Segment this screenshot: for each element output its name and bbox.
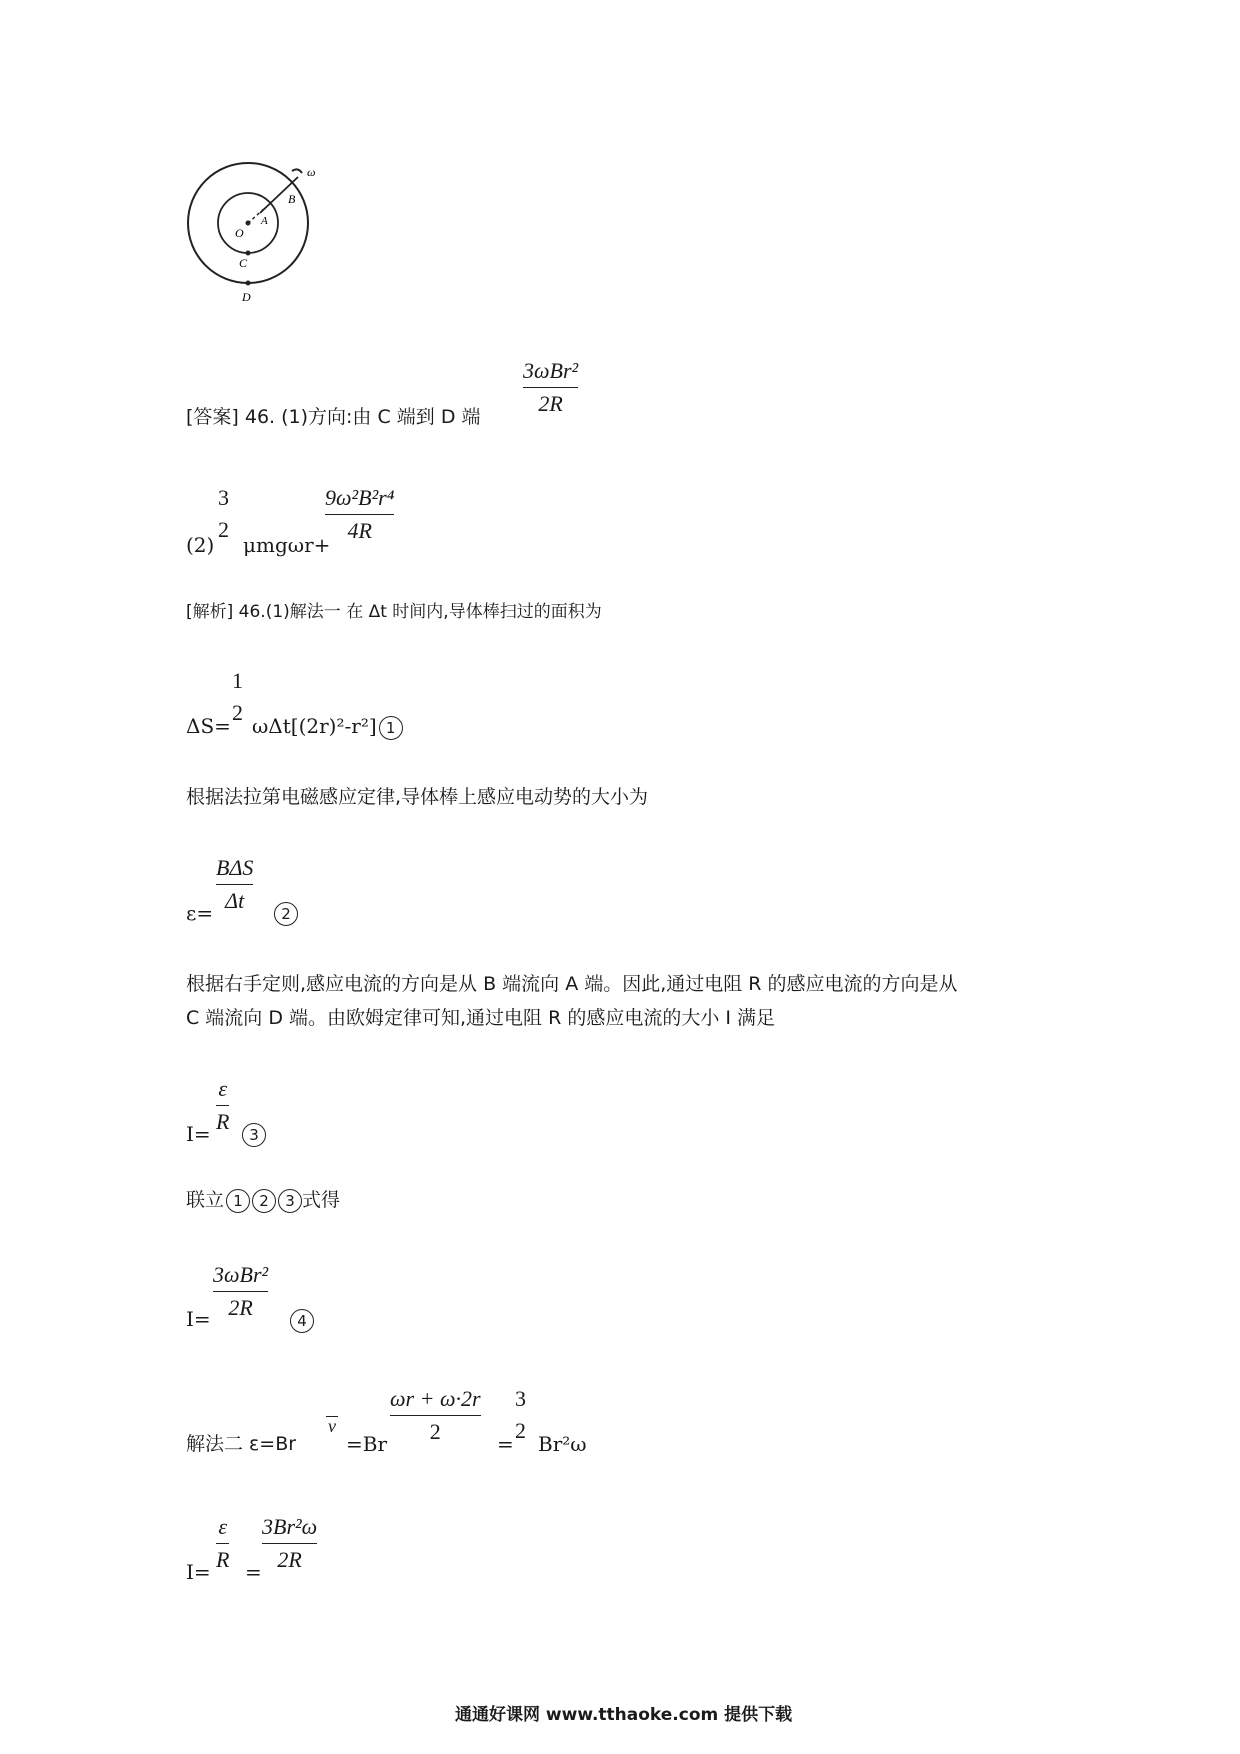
frac-bar bbox=[216, 1543, 229, 1544]
answer-line-1: [答案] 46. (1)方向:由 C 端到 D 端 bbox=[186, 406, 481, 428]
analysis-p2-line2: C 端流向 D 端。由欧姆定律可知,通过电阻 R 的感应电流的大小 I 满足 bbox=[186, 1007, 776, 1029]
ring-figure bbox=[180, 155, 350, 305]
circled-4: 4 bbox=[290, 1309, 314, 1333]
eq4-frac bbox=[213, 1262, 268, 1321]
frac-den: 2 bbox=[218, 517, 229, 542]
frac-num: 9ω²B²r⁴ bbox=[325, 485, 395, 510]
eq3-prefix: I= bbox=[186, 1122, 211, 1146]
frac-bar bbox=[213, 1291, 268, 1292]
p3-suffix: 式得 bbox=[302, 1189, 341, 1211]
frac-bar bbox=[325, 514, 394, 515]
p3-prefix: 联立 bbox=[186, 1189, 225, 1211]
frac-num: ε bbox=[218, 1514, 228, 1539]
circled-3: 3 bbox=[278, 1189, 302, 1213]
frac-den: R bbox=[216, 1109, 230, 1134]
frac-den: 2R bbox=[277, 1547, 302, 1572]
frac-den: Δt bbox=[225, 888, 245, 913]
eq4-mark bbox=[288, 1307, 314, 1333]
eq5-eq: = bbox=[245, 1560, 262, 1584]
frac-num: ωr + ω·2r bbox=[390, 1386, 481, 1411]
method2-rest: Br²ω bbox=[538, 1432, 587, 1456]
eq1-prefix: ΔS= bbox=[186, 714, 231, 738]
analysis-p1: 根据法拉第电磁感应定律,导体棒上感应电动势的大小为 bbox=[186, 786, 649, 808]
eq1-rest bbox=[252, 714, 403, 740]
frac-num: 3 bbox=[218, 485, 229, 510]
label-c: C bbox=[239, 256, 248, 270]
frac-den: 4R bbox=[347, 518, 372, 543]
eq2-mark bbox=[272, 900, 298, 926]
frac-bar bbox=[216, 884, 253, 885]
frac-num: 3Br²ω bbox=[262, 1514, 318, 1539]
answer-frac-2a bbox=[218, 485, 229, 543]
frac-num: 3 bbox=[515, 1386, 526, 1411]
circled-2: 2 bbox=[274, 902, 298, 926]
frac-den: 2R bbox=[538, 391, 563, 416]
answer-line-2-mid: μmgωr+ bbox=[243, 533, 331, 557]
analysis-p2-line1: 根据右手定则,感应电流的方向是从 B 端流向 A 端。因此,通过电阻 R 的感应电流的方向是从 bbox=[186, 973, 958, 995]
frac-bar bbox=[262, 1543, 317, 1544]
method2-eq: = bbox=[497, 1432, 514, 1456]
eq1-body: ωΔt[(2r)²-r²] bbox=[252, 714, 377, 738]
method2-frac2 bbox=[515, 1386, 526, 1444]
eq3-frac bbox=[216, 1076, 229, 1135]
method2-vbar: v bbox=[328, 1416, 336, 1436]
label-b: B bbox=[288, 192, 296, 206]
page-footer: 通通好课网 www.tthaoke.com 提供下载 bbox=[455, 1705, 793, 1725]
frac-num: 1 bbox=[232, 668, 243, 693]
eq1-frac bbox=[232, 668, 243, 726]
method2-mid: =Br bbox=[346, 1432, 388, 1456]
center-dot bbox=[246, 221, 251, 226]
frac-bar bbox=[523, 387, 578, 388]
frac-num: 3ωBr² bbox=[523, 358, 579, 383]
frac-den: 2R bbox=[228, 1295, 253, 1320]
frac-num: ε bbox=[218, 1076, 228, 1101]
method2-frac bbox=[390, 1386, 481, 1445]
label-omega: ω bbox=[307, 165, 316, 179]
label-o: O bbox=[235, 226, 244, 240]
frac-den: 2 bbox=[232, 700, 243, 725]
eq5-frac1 bbox=[216, 1514, 229, 1573]
frac-bar bbox=[390, 1415, 481, 1416]
circled-1: 1 bbox=[379, 716, 403, 740]
label-d: D bbox=[242, 290, 251, 304]
eq3-mark bbox=[240, 1121, 266, 1147]
eq5-frac2 bbox=[262, 1514, 317, 1573]
frac-num: 3ωBr² bbox=[213, 1262, 269, 1287]
answer-frac-2b bbox=[325, 485, 394, 544]
circled-1: 1 bbox=[226, 1189, 250, 1213]
eq2-prefix: ε= bbox=[186, 901, 214, 925]
circled-2: 2 bbox=[252, 1189, 276, 1213]
answer-frac-1 bbox=[523, 358, 578, 417]
frac-den: R bbox=[216, 1547, 230, 1572]
eq5-prefix: I= bbox=[186, 1560, 211, 1584]
point-d bbox=[246, 281, 251, 286]
frac-num: BΔS bbox=[216, 855, 254, 880]
method2-prefix: 解法二 ε=Br bbox=[186, 1433, 297, 1455]
circled-3: 3 bbox=[242, 1123, 266, 1147]
eq2-frac bbox=[216, 855, 253, 914]
frac-bar bbox=[216, 1105, 229, 1106]
analysis-heading: [解析] 46.(1)解法一 在 Δt 时间内,导体棒扫过的面积为 bbox=[186, 602, 602, 622]
answer-line-2-prefix: (2) bbox=[186, 533, 215, 557]
eq4-prefix: I= bbox=[186, 1307, 211, 1331]
point-c bbox=[246, 251, 251, 256]
analysis-p3 bbox=[186, 1188, 340, 1213]
frac-den: 2 bbox=[429, 1419, 441, 1444]
label-a: A bbox=[261, 215, 268, 227]
frac-den: 2 bbox=[515, 1418, 526, 1443]
omega-arrow bbox=[292, 169, 302, 173]
